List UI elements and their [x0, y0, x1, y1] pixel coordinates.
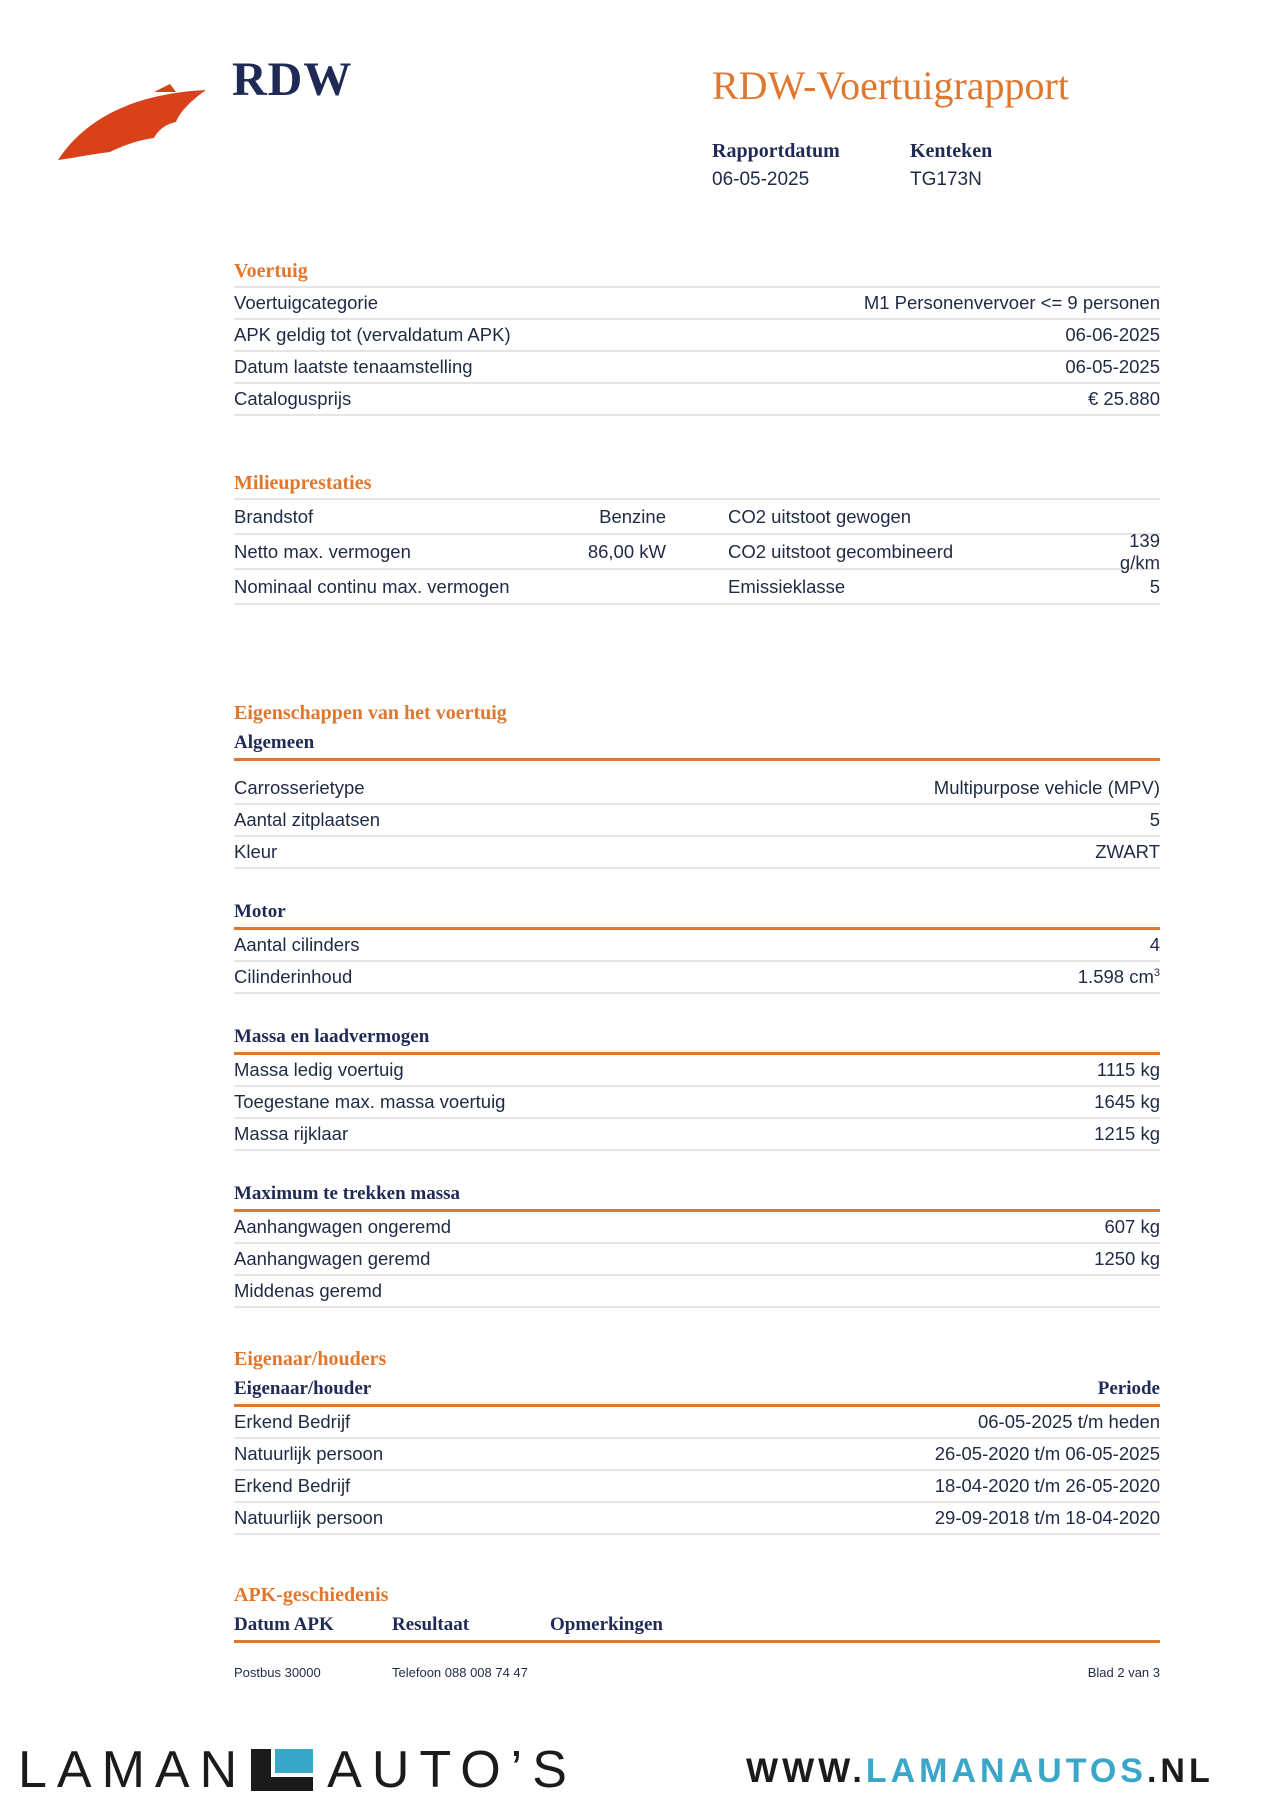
column-header-result: Resultaat	[392, 1614, 470, 1635]
table-row	[234, 805, 1160, 837]
table-row	[234, 384, 1160, 416]
table-row	[234, 1087, 1160, 1119]
row-value: 86,00 kW	[587, 540, 666, 562]
plate-block	[910, 140, 992, 191]
row-value: 06-05-2025	[1065, 356, 1160, 377]
row-label: Emissieklasse	[728, 575, 846, 597]
table-row	[234, 930, 1160, 962]
row-label: Catalogusprijs	[234, 388, 352, 409]
section-title: Voertuig	[234, 260, 308, 282]
section-title: Milieuprestaties	[234, 472, 372, 494]
row-label: Massa ledig voertuig	[234, 1059, 404, 1080]
column-header-period: Periode	[1097, 1378, 1160, 1399]
table-row	[234, 1503, 1160, 1535]
row-label: Erkend Bedrijf	[234, 1411, 351, 1432]
row-value-text: 1.598 cm	[1077, 966, 1154, 987]
rdw-logo-text: RDW	[232, 53, 353, 106]
plate-value: TG173N	[910, 169, 982, 190]
row-label: Aanhangwagen ongeremd	[234, 1216, 452, 1237]
row-label: Carrosserietype	[234, 777, 365, 798]
owner-table-header	[234, 1374, 1160, 1407]
url-domain: LAMANAUTOS	[865, 1752, 1147, 1790]
unit-superscript: 3	[1153, 966, 1160, 979]
report-date-block	[712, 140, 840, 191]
subsection-label: Algemeen	[234, 732, 315, 753]
subsection-title	[234, 728, 1160, 761]
row-value: 26-05-2020 t/m 06-05-2025	[934, 1443, 1160, 1464]
rdw-feather-logo-icon	[58, 82, 208, 162]
row-value: ZWART	[1095, 841, 1160, 862]
row-value: 29-09-2018 t/m 18-04-2020	[934, 1507, 1160, 1528]
table-row	[234, 1471, 1160, 1503]
url-prefix: WWW.	[746, 1752, 866, 1790]
table-row	[234, 1439, 1160, 1471]
row-label: Nominaal continu max. vermogen	[234, 575, 510, 597]
table-row	[234, 1212, 1160, 1244]
row-value: 1250 kg	[1094, 1248, 1160, 1269]
row-label: Datum laatste tenaamstelling	[234, 356, 473, 377]
url-tld: .NL	[1146, 1752, 1214, 1790]
report-date-label: Rapportdatum	[712, 140, 840, 162]
row-value	[1078, 966, 1160, 988]
table-row	[234, 286, 1160, 320]
row-label: Aanhangwagen geremd	[234, 1248, 431, 1269]
section-voertuig	[234, 256, 1160, 416]
section-milieu	[234, 468, 1160, 605]
table-row	[234, 1244, 1160, 1276]
table-row	[234, 1119, 1160, 1151]
footer-phone: Telefoon 088 008 74 47	[392, 1665, 528, 1680]
row-label: Natuurlijk persoon	[234, 1507, 384, 1528]
row-value: Benzine	[599, 505, 666, 527]
table-row	[234, 320, 1160, 352]
row-value: 4	[1149, 934, 1160, 955]
footer-address: Postbus 30000	[234, 1665, 321, 1680]
row-label: Netto max. vermogen	[234, 540, 411, 562]
laman-autos-logo	[18, 1740, 577, 1800]
row-label: Voertuigcategorie	[234, 292, 378, 313]
brand-mark-icon	[251, 1749, 313, 1791]
row-value: 607 kg	[1104, 1216, 1160, 1237]
column-header-owner: Eigenaar/houder	[234, 1378, 372, 1399]
report-date-value: 06-05-2025	[712, 169, 810, 190]
row-label: Kleur	[234, 841, 278, 862]
table-row	[234, 1276, 1160, 1308]
subsection-label: Motor	[234, 901, 286, 922]
row-value: Multipurpose vehicle (MPV)	[933, 777, 1160, 798]
page-footer	[234, 1665, 1160, 1680]
row-value: 06-05-2025 t/m heden	[977, 1411, 1160, 1432]
footer-page-number: Blad 2 van 3	[1087, 1665, 1160, 1680]
table-row	[234, 1055, 1160, 1087]
table-row	[234, 1407, 1160, 1439]
table-row	[234, 498, 1160, 535]
row-label: Massa rijklaar	[234, 1123, 349, 1144]
plate-label: Kenteken	[910, 140, 993, 162]
subsection-title	[234, 897, 1160, 930]
row-value: 18-04-2020 t/m 26-05-2020	[934, 1475, 1160, 1496]
report-title: RDW-Voertuigrapport	[712, 63, 1069, 108]
row-label: Toegestane max. massa voertuig	[234, 1091, 506, 1112]
apk-table-header	[234, 1610, 1160, 1643]
row-value: € 25.880	[1087, 388, 1160, 409]
row-label: CO2 uitstoot gewogen	[728, 505, 912, 527]
row-label: Middenas geremd	[234, 1280, 383, 1301]
row-value: M1 Personenvervoer <= 9 personen	[863, 292, 1160, 313]
subsection-title	[234, 1022, 1160, 1055]
subsection-label: Maximum te trekken massa	[234, 1183, 461, 1204]
brand-left-text-a: LAMAN	[18, 1741, 248, 1799]
section-title: Eigenaar/houders	[234, 1348, 387, 1370]
subsection-label: Massa en laadvermogen	[234, 1026, 430, 1047]
row-value: 06-06-2025	[1065, 324, 1160, 345]
row-value: 1215 kg	[1094, 1123, 1160, 1144]
row-value: 5	[1149, 575, 1160, 597]
table-row	[234, 773, 1160, 805]
column-header-date: Datum APK	[234, 1614, 334, 1635]
row-label: APK geldig tot (vervaldatum APK)	[234, 324, 511, 345]
row-label: Aantal zitplaatsen	[234, 809, 381, 830]
section-eigenaar	[234, 1344, 1160, 1535]
subsection-title	[234, 1179, 1160, 1212]
row-label: Brandstof	[234, 505, 314, 527]
section-title: Eigenschappen van het voertuig	[234, 702, 507, 724]
section-title: APK-geschiedenis	[234, 1584, 389, 1606]
section-apk	[234, 1580, 1160, 1680]
row-value: 1645 kg	[1094, 1091, 1160, 1112]
row-label: Aantal cilinders	[234, 934, 360, 955]
table-row	[234, 352, 1160, 384]
row-label: Natuurlijk persoon	[234, 1443, 384, 1464]
website-url[interactable]	[746, 1752, 1214, 1791]
row-value: 5	[1149, 809, 1160, 830]
row-value: 139 g/km	[1119, 529, 1160, 573]
section-eigenschappen	[234, 698, 1160, 1308]
row-label: Cilinderinhoud	[234, 966, 353, 987]
row-label: CO2 uitstoot gecombineerd	[728, 540, 954, 562]
brand-left-text-b: AUTO’S	[327, 1741, 577, 1799]
table-row	[234, 837, 1160, 869]
row-value: 1115 kg	[1096, 1059, 1160, 1080]
table-row	[234, 962, 1160, 994]
table-row	[234, 529, 1160, 573]
column-header-remarks: Opmerkingen	[550, 1614, 663, 1635]
row-label: Erkend Bedrijf	[234, 1475, 351, 1496]
table-row	[234, 570, 1160, 605]
